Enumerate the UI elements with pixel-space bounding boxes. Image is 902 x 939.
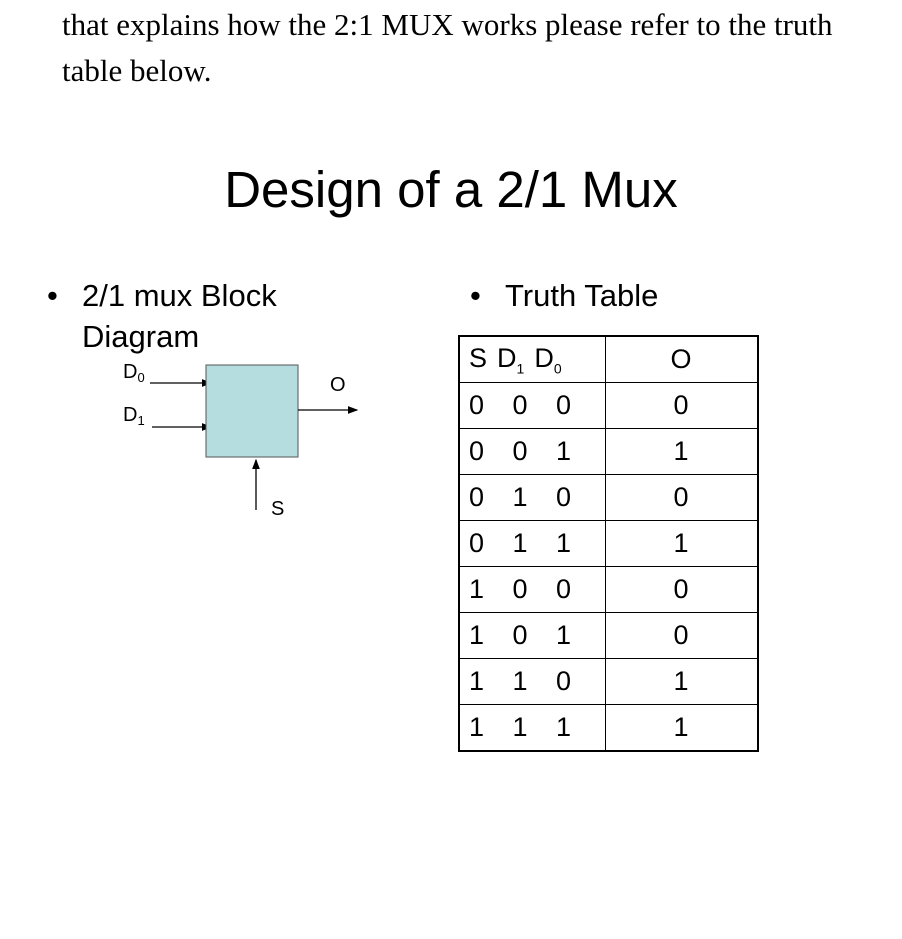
- bit-d0: 0: [556, 574, 572, 604]
- input-d0-label: $D_0$: [123, 361, 145, 385]
- bit-d0: 1: [556, 436, 572, 466]
- truth-table-bullet: [470, 275, 659, 316]
- bit-s: 1: [469, 712, 485, 742]
- output-cell: 1: [605, 659, 758, 705]
- inputs-cell: [459, 383, 605, 429]
- table-row: [459, 659, 758, 705]
- header-output-cell: O: [605, 336, 758, 383]
- inputs-cell: [459, 475, 605, 521]
- bit-s: 0: [469, 436, 485, 466]
- header-d0: $D_0$: [534, 342, 562, 377]
- block-diagram-bullet: [47, 275, 277, 357]
- bit-d0: 0: [556, 390, 572, 420]
- output-cell: 0: [605, 613, 758, 659]
- inputs-cell: [459, 613, 605, 659]
- bit-d0: 0: [556, 666, 572, 696]
- inputs-cell: [459, 659, 605, 705]
- output-cell: 0: [605, 567, 758, 613]
- output-cell: 1: [605, 521, 758, 567]
- bullet-dot: •: [470, 278, 481, 313]
- inputs-cell: [459, 521, 605, 567]
- bit-d1: 0: [512, 620, 528, 650]
- bullet-text-line2: Diagram: [82, 319, 200, 354]
- bullet-dot: •: [47, 278, 58, 313]
- bit-s: 0: [469, 482, 485, 512]
- header-d1: $D_1$: [497, 342, 525, 377]
- select-label: S: [271, 498, 285, 520]
- mux-block-diagram: [110, 355, 370, 525]
- bit-d0: 1: [556, 528, 572, 558]
- bit-d1: 1: [512, 712, 528, 742]
- bit-d1: 0: [512, 390, 528, 420]
- bit-d0: 1: [556, 620, 572, 650]
- header-s: S: [469, 342, 488, 373]
- intro-text: that explains how the 2:1 MUX works please refer to the truth table below.: [62, 7, 833, 88]
- header-inputs-cell: [459, 336, 605, 383]
- inputs-cell: [459, 567, 605, 613]
- table-row: [459, 383, 758, 429]
- table-row: [459, 613, 758, 659]
- output-cell: 0: [605, 383, 758, 429]
- inputs-cell: [459, 429, 605, 475]
- bit-s: 1: [469, 620, 485, 650]
- input-d1-label: $D_1$: [123, 404, 145, 428]
- bit-d1: 1: [512, 666, 528, 696]
- bit-d1: 1: [512, 528, 528, 558]
- output-label: O: [330, 374, 346, 396]
- bit-s: 0: [469, 390, 485, 420]
- mux-block: [206, 365, 298, 457]
- bit-s: 1: [469, 574, 485, 604]
- bit-d1: 0: [512, 436, 528, 466]
- slide-title: Design of a 2/1 Mux: [224, 161, 678, 218]
- table-row: [459, 705, 758, 752]
- table-row: [459, 475, 758, 521]
- bit-s: 0: [469, 528, 485, 558]
- bit-d1: 1: [512, 482, 528, 512]
- table-row: [459, 567, 758, 613]
- table-header-row: [459, 336, 758, 383]
- output-cell: 0: [605, 475, 758, 521]
- table-row: [459, 521, 758, 567]
- bit-d0: 0: [556, 482, 572, 512]
- bit-d1: 0: [512, 574, 528, 604]
- truth-table: [458, 335, 759, 752]
- bit-s: 1: [469, 666, 485, 696]
- table-row: [459, 429, 758, 475]
- bullet-text-line1: 2/1 mux Block: [82, 278, 277, 313]
- output-cell: 1: [605, 705, 758, 752]
- inputs-cell: [459, 705, 605, 752]
- bit-d0: 1: [556, 712, 572, 742]
- output-cell: 1: [605, 429, 758, 475]
- bullet-text: Truth Table: [505, 278, 659, 313]
